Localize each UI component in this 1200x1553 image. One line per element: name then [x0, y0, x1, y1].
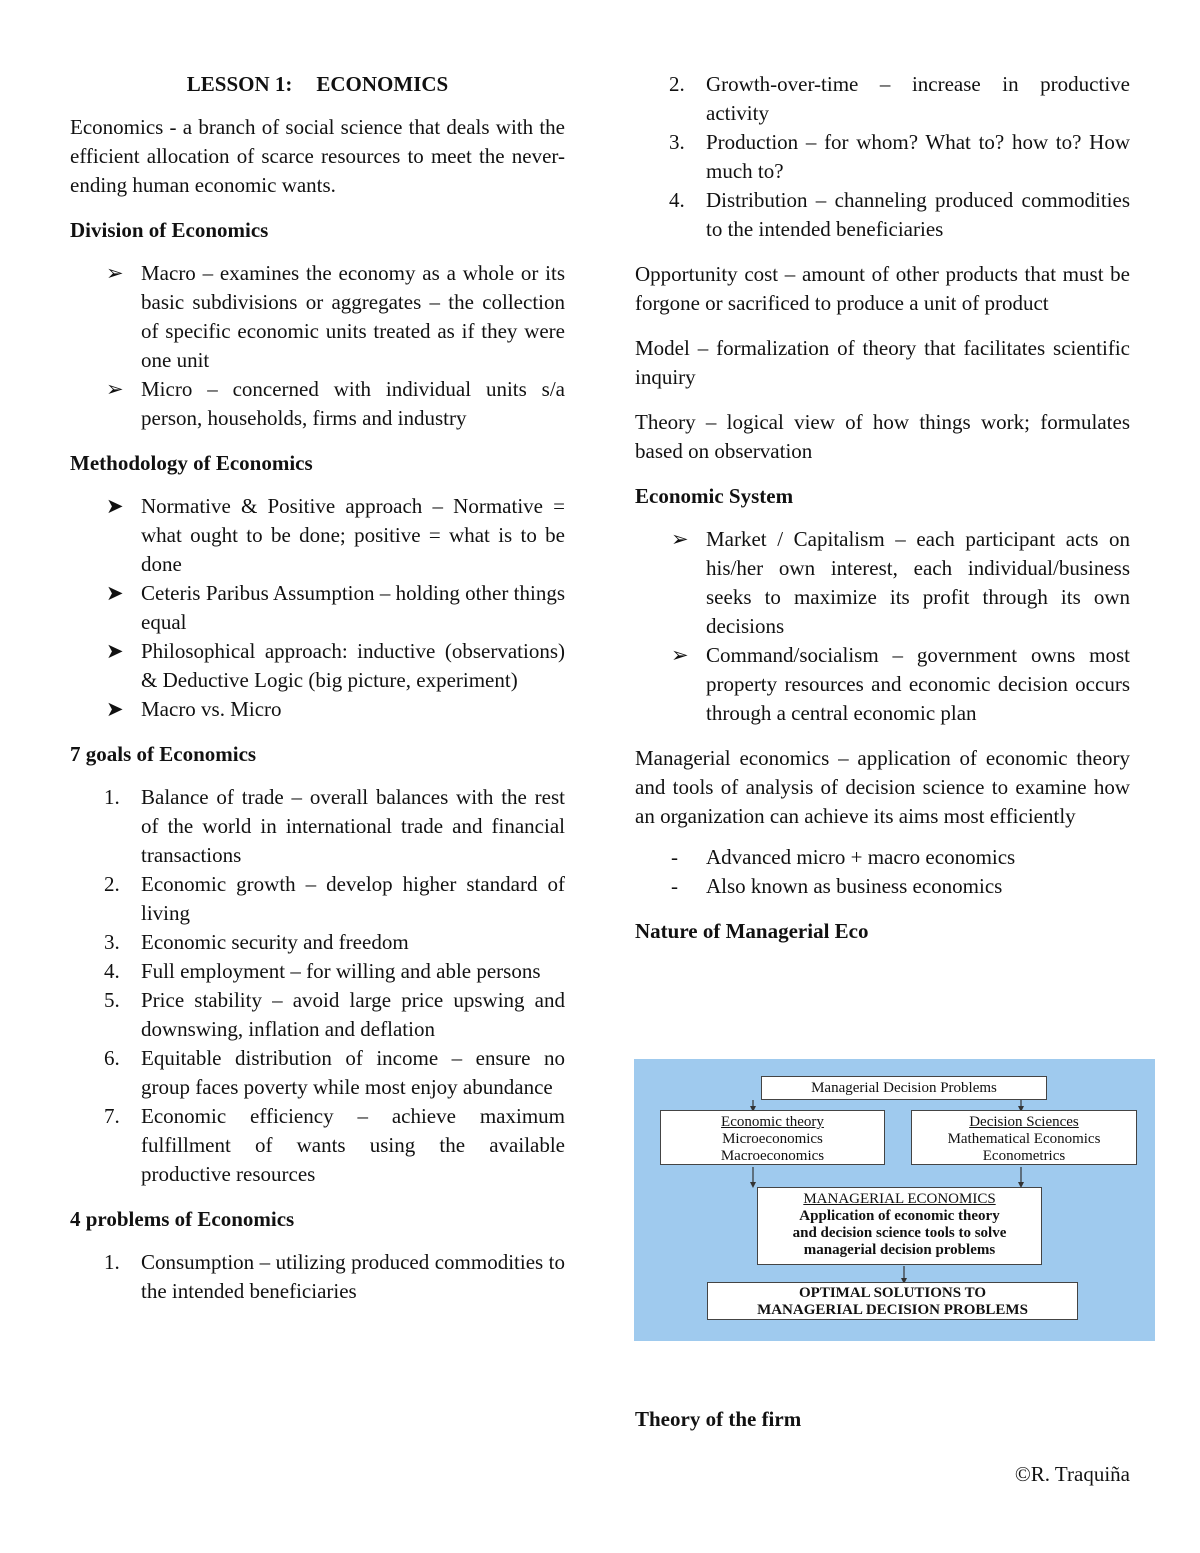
list-item: 1. Consumption – utilizing produced commodities to the intended beneficiaries — [104, 1250, 565, 1303]
diagram-box-optimal-solutions: OPTIMAL SOLUTIONS TO MANAGERIAL DECISION PROBLEMS — [707, 1282, 1078, 1320]
methodology-list — [70, 492, 565, 724]
list-item: 3. Production – for whom? What to? how to? How much to? — [669, 130, 1130, 183]
page-title — [70, 70, 565, 99]
right-column — [635, 70, 1130, 960]
list-item: ➤ Macro vs. Micro — [70, 695, 565, 724]
managerial-economics-diagram — [634, 1059, 1155, 1341]
list-item: 5. Price stability – avoid large price upswing and downswing, inflation and deflation — [104, 988, 565, 1041]
copyright-footer: ©R. Traquiña — [1014, 1462, 1130, 1486]
list-item: 6. Equitable distribution of income – ensure no group faces poverty while most enjoy abundance — [104, 1046, 565, 1099]
list-item: ➤ Ceteris Paribus Assumption – holding other things equal — [106, 581, 565, 634]
arrow-bullet-icon: ➢ — [671, 643, 689, 667]
lesson-number: LESSON 1: — [186, 72, 293, 96]
arrow-bullet-icon: ➢ — [106, 261, 124, 285]
list-item: ➢ Market / Capitalism – each participant acts on his/her own interest, each individual/business seeks to maximize its profit through its own decisions — [671, 527, 1130, 638]
list-item: - Advanced micro + macro economics — [671, 845, 1016, 869]
managerial-economics-paragraph: Managerial economics – application of economic theory and tools of analysis of decision science to examine how an organization can achieve its aims most efficiently — [635, 746, 1130, 828]
list-item: ➤ Normative & Positive approach – Normative = what ought to be done; positive = what is to be done — [106, 494, 565, 576]
list-item: 4. Distribution – channeling produced commodities to the intended beneficiaries — [669, 188, 1130, 241]
heading-methodology: Methodology of Economics — [70, 451, 313, 475]
diagram-box-economic-theory: Economic theory Microeconomics Macroeconomics — [660, 1110, 885, 1165]
heading-nature: Nature of Managerial Eco — [635, 919, 869, 943]
heading-problems: 4 problems of Economics — [70, 1207, 295, 1231]
list-item: - Also known as business economics — [671, 874, 1003, 898]
division-list — [70, 259, 565, 433]
list-item: 3. Economic security and freedom — [104, 930, 409, 954]
arrow-bullet-icon: ➤ — [106, 581, 124, 605]
lesson-title: ECONOMICS — [316, 72, 449, 96]
arrow-bullet-icon: ➤ — [106, 494, 124, 518]
list-item: 7. Economic efficiency – achieve maximum fulfillment of wants using the available productive resources — [104, 1104, 565, 1186]
list-item: ➤ Philosophical approach: inductive (observations) & Deductive Logic (big picture, experiment) — [106, 639, 565, 692]
economic-system-list — [635, 525, 1130, 728]
theory-paragraph: Theory – logical view of how things work; formulates based on observation — [635, 410, 1130, 463]
model-paragraph: Model – formalization of theory that facilitates scientific inquiry — [635, 336, 1130, 389]
list-item: ➢ Command/socialism – government owns most property resources and economic decision occurs through a central economic plan — [671, 643, 1130, 725]
intro-paragraph: Economics - a branch of social science that deals with the efficient allocation of scarce resources to meet the never-ending human economic wants. — [70, 115, 565, 197]
problems-list — [70, 1248, 565, 1306]
list-item: ➢ Micro – concerned with individual units s/a person, households, firms and industry — [106, 377, 565, 430]
arrow-bullet-icon: ➢ — [671, 527, 689, 551]
problems-list-continued — [635, 70, 1130, 244]
heading-theory-of-firm: Theory of the firm — [635, 1407, 802, 1431]
goals-list — [70, 783, 565, 1189]
diagram-box-managerial-economics: MANAGERIAL ECONOMICS Application of economic theory and decision science tools to solve managerial decision problems — [757, 1187, 1042, 1265]
diagram-box-decision-sciences: Decision Sciences Mathematical Economics Econometrics — [911, 1110, 1137, 1165]
heading-goals: 7 goals of Economics — [70, 742, 257, 766]
list-item: 4. Full employment – for willing and able persons — [104, 959, 541, 983]
heading-division: Division of Economics — [70, 218, 269, 242]
diagram-box-decision-problems: Managerial Decision Problems — [761, 1076, 1047, 1100]
arrow-bullet-icon: ➤ — [106, 639, 124, 663]
managerial-points-list — [635, 843, 1130, 901]
opportunity-cost-paragraph: Opportunity cost – amount of other products that must be forgone or sacrificed to produce a unit of product — [635, 262, 1130, 315]
list-item: 2. Growth-over-time – increase in productive activity — [669, 72, 1130, 125]
list-item: 1. Balance of trade – overall balances with the rest of the world in international trade and financial transactions — [104, 785, 565, 867]
arrow-bullet-icon: ➢ — [106, 377, 124, 401]
left-column — [70, 70, 565, 1322]
arrow-bullet-icon: ➤ — [106, 697, 124, 721]
heading-economic-system: Economic System — [635, 484, 794, 508]
list-item: 2. Economic growth – develop higher standard of living — [104, 872, 565, 925]
list-item: ➢ Macro – examines the economy as a whole or its basic subdivisions or aggregates – the collection of specific economic units treated as if they were one unit — [106, 261, 565, 372]
